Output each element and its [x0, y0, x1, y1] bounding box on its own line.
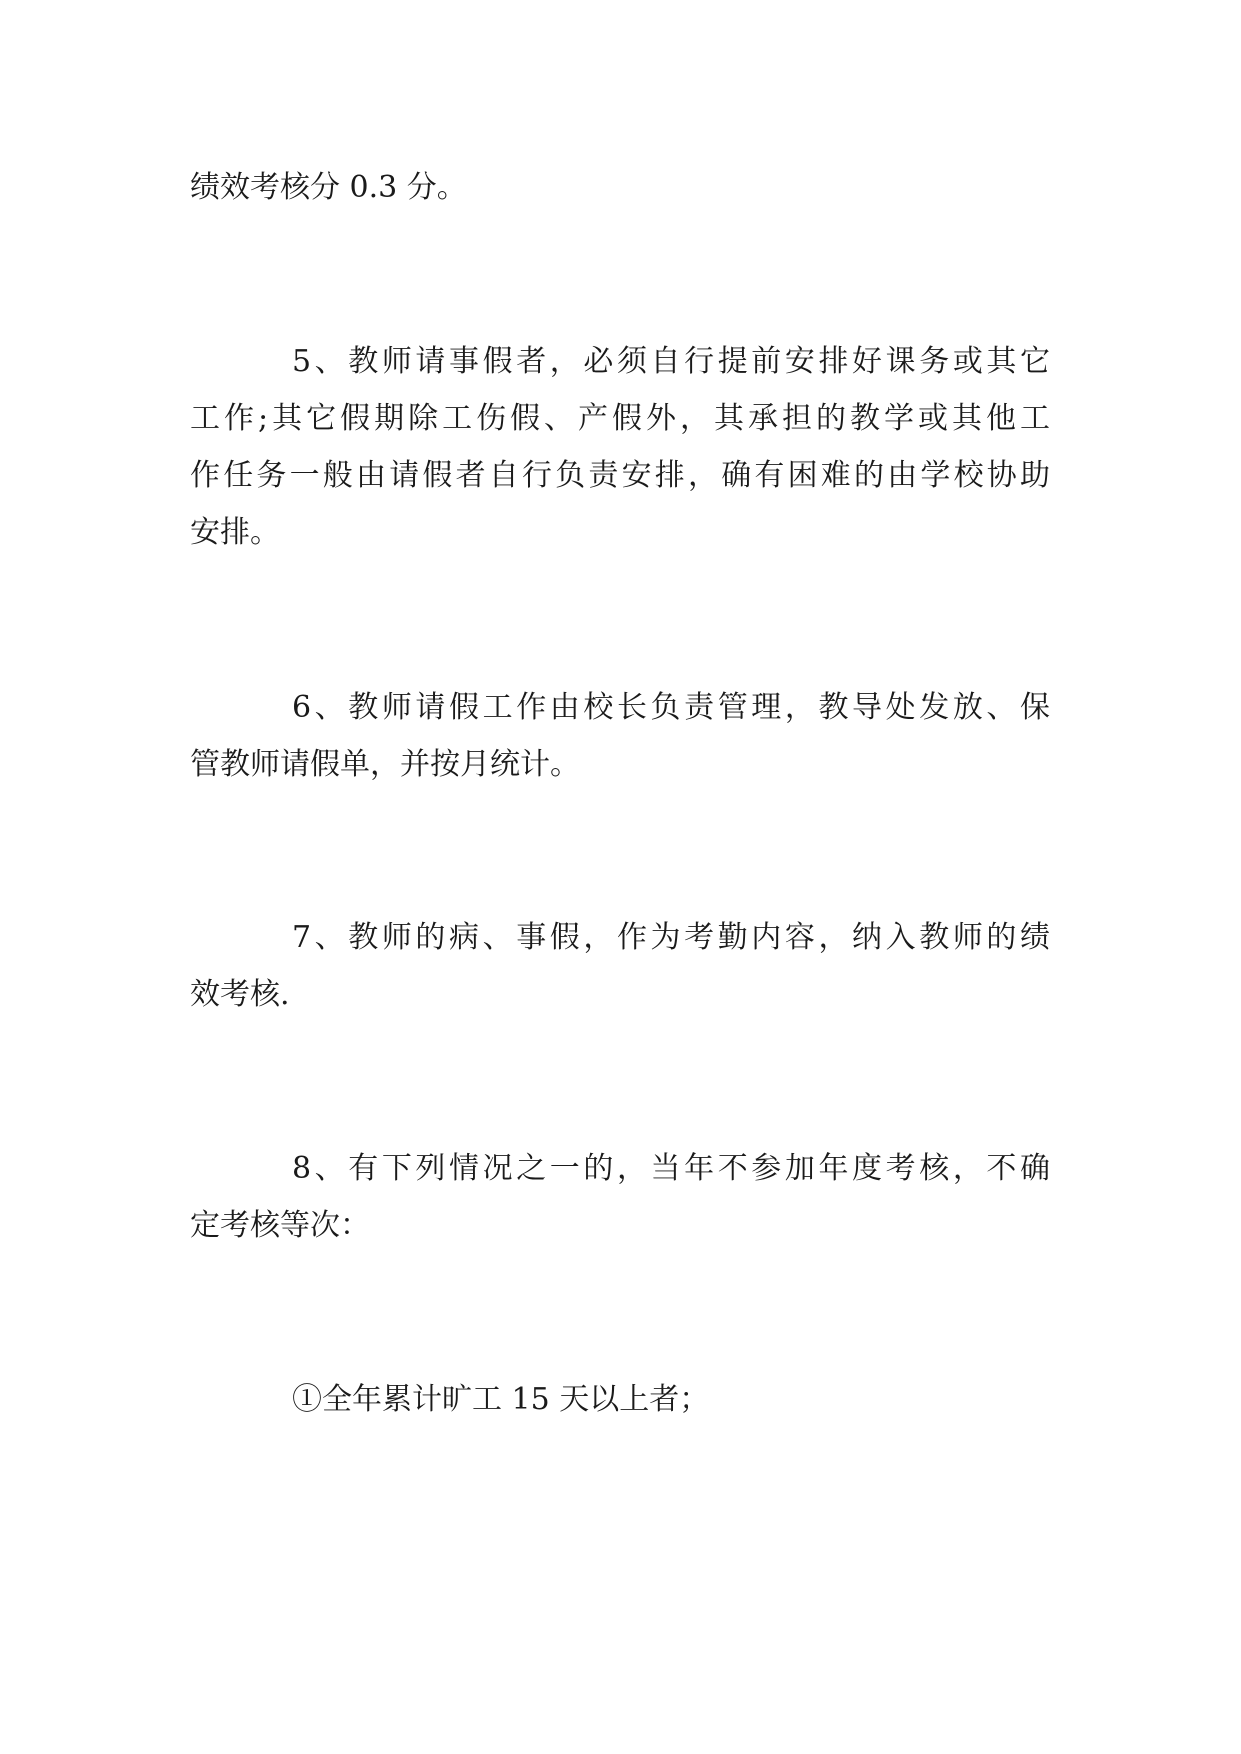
text-line: 工作;其它假期除工伤假、产假外，其承担的教学或其他工 [190, 401, 1050, 436]
text-line: 效考核. [190, 977, 290, 1012]
text-line: 管教师请假单，并按月统计。 [190, 747, 580, 782]
text-line: 定考核等次： [190, 1208, 370, 1243]
text-line: 安排。 [190, 515, 280, 550]
text-line: 6、教师请假工作由校长负责管理，教导处发放、保 [292, 690, 1050, 725]
text-line: 绩效考核分 0.3 分。 [190, 170, 467, 205]
text-line: ①全年累计旷工 15 天以上者； [292, 1382, 710, 1417]
text-line: 8、有下列情况之一的，当年不参加年度考核，不确 [292, 1151, 1050, 1186]
text-line: 作任务一般由请假者自行负责安排，确有困难的由学校协助 [190, 458, 1050, 493]
text-line: 7、教师的病、事假，作为考勤内容，纳入教师的绩 [292, 920, 1050, 955]
text-line: 5、教师请事假者，必须自行提前安排好课务或其它 [292, 344, 1050, 379]
